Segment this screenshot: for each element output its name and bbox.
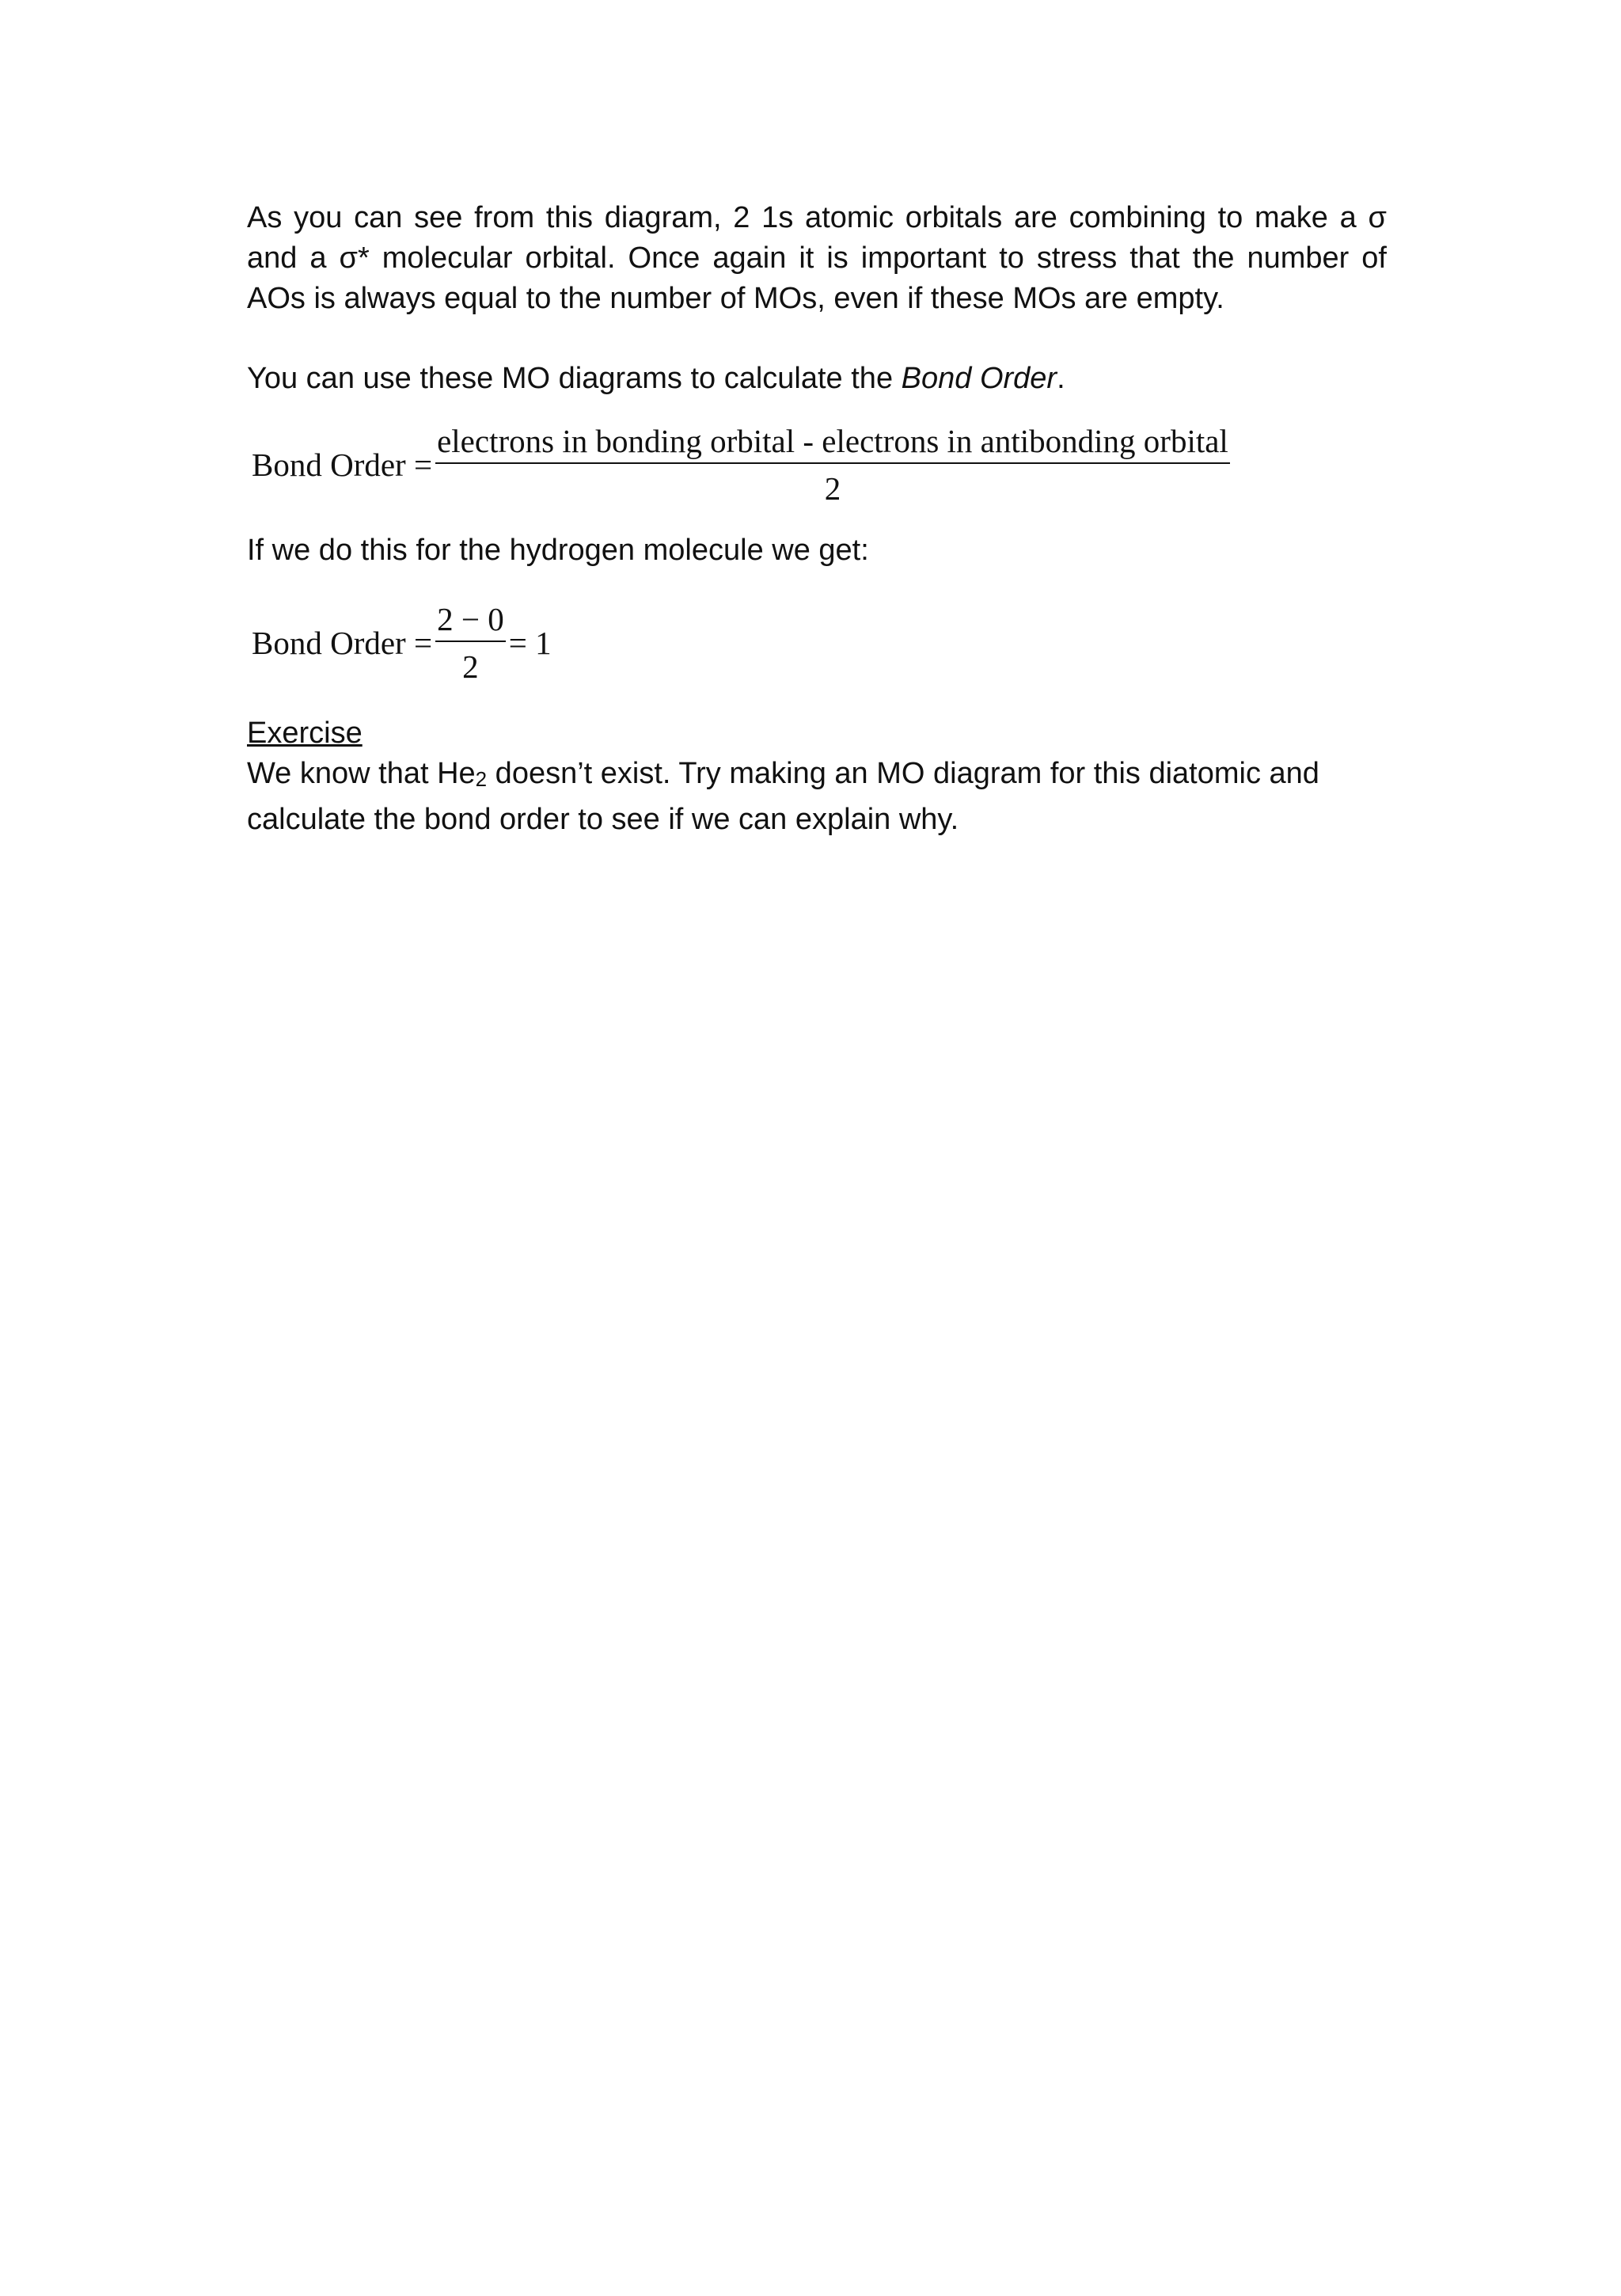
formula-fraction (435, 423, 1230, 507)
hydrogen-bond-order-equation (252, 601, 1387, 685)
exercise-text (247, 754, 1387, 840)
exercise-text-start: We know that He (247, 757, 476, 790)
exercise-subscript: 2 (475, 767, 488, 791)
formula-denominator: 2 (824, 470, 841, 507)
bond-order-intro-end: . (1057, 362, 1065, 395)
bond-order-term: Bond Order (901, 362, 1057, 395)
intro-paragraph: As you can see from this diagram, 2 1s atomic orbitals are combining to make a σ and a σ* molecular orbital. Once again it is important to stress that the number of AOs is always equal to the number of MOs, even if these MOs are empty. (247, 201, 1387, 315)
hydrogen-paragraph: If we do this for the hydrogen molecule we get: (247, 534, 869, 567)
exercise-heading: Exercise (247, 717, 363, 750)
equation-denominator: 2 (462, 648, 479, 685)
document-page (247, 198, 1387, 840)
equation-fraction (435, 601, 506, 685)
bond-order-intro (247, 359, 1387, 399)
exercise-text-end: doesn’t exist. Try making an MO diagram for this diatomic and calculate the bond order to see if we can explain why. (247, 757, 1319, 836)
equation-lhs: Bond Order = (252, 625, 433, 661)
bond-order-intro-text: You can use these MO diagrams to calculate the (247, 362, 902, 395)
formula-lhs: Bond Order = (252, 447, 433, 483)
bond-order-formula (252, 423, 1387, 507)
formula-numerator: electrons in bonding orbital - electrons in antibonding orbital (437, 423, 1228, 459)
equation-numerator: 2 − 0 (437, 601, 504, 637)
equation-result: = 1 (508, 625, 552, 661)
